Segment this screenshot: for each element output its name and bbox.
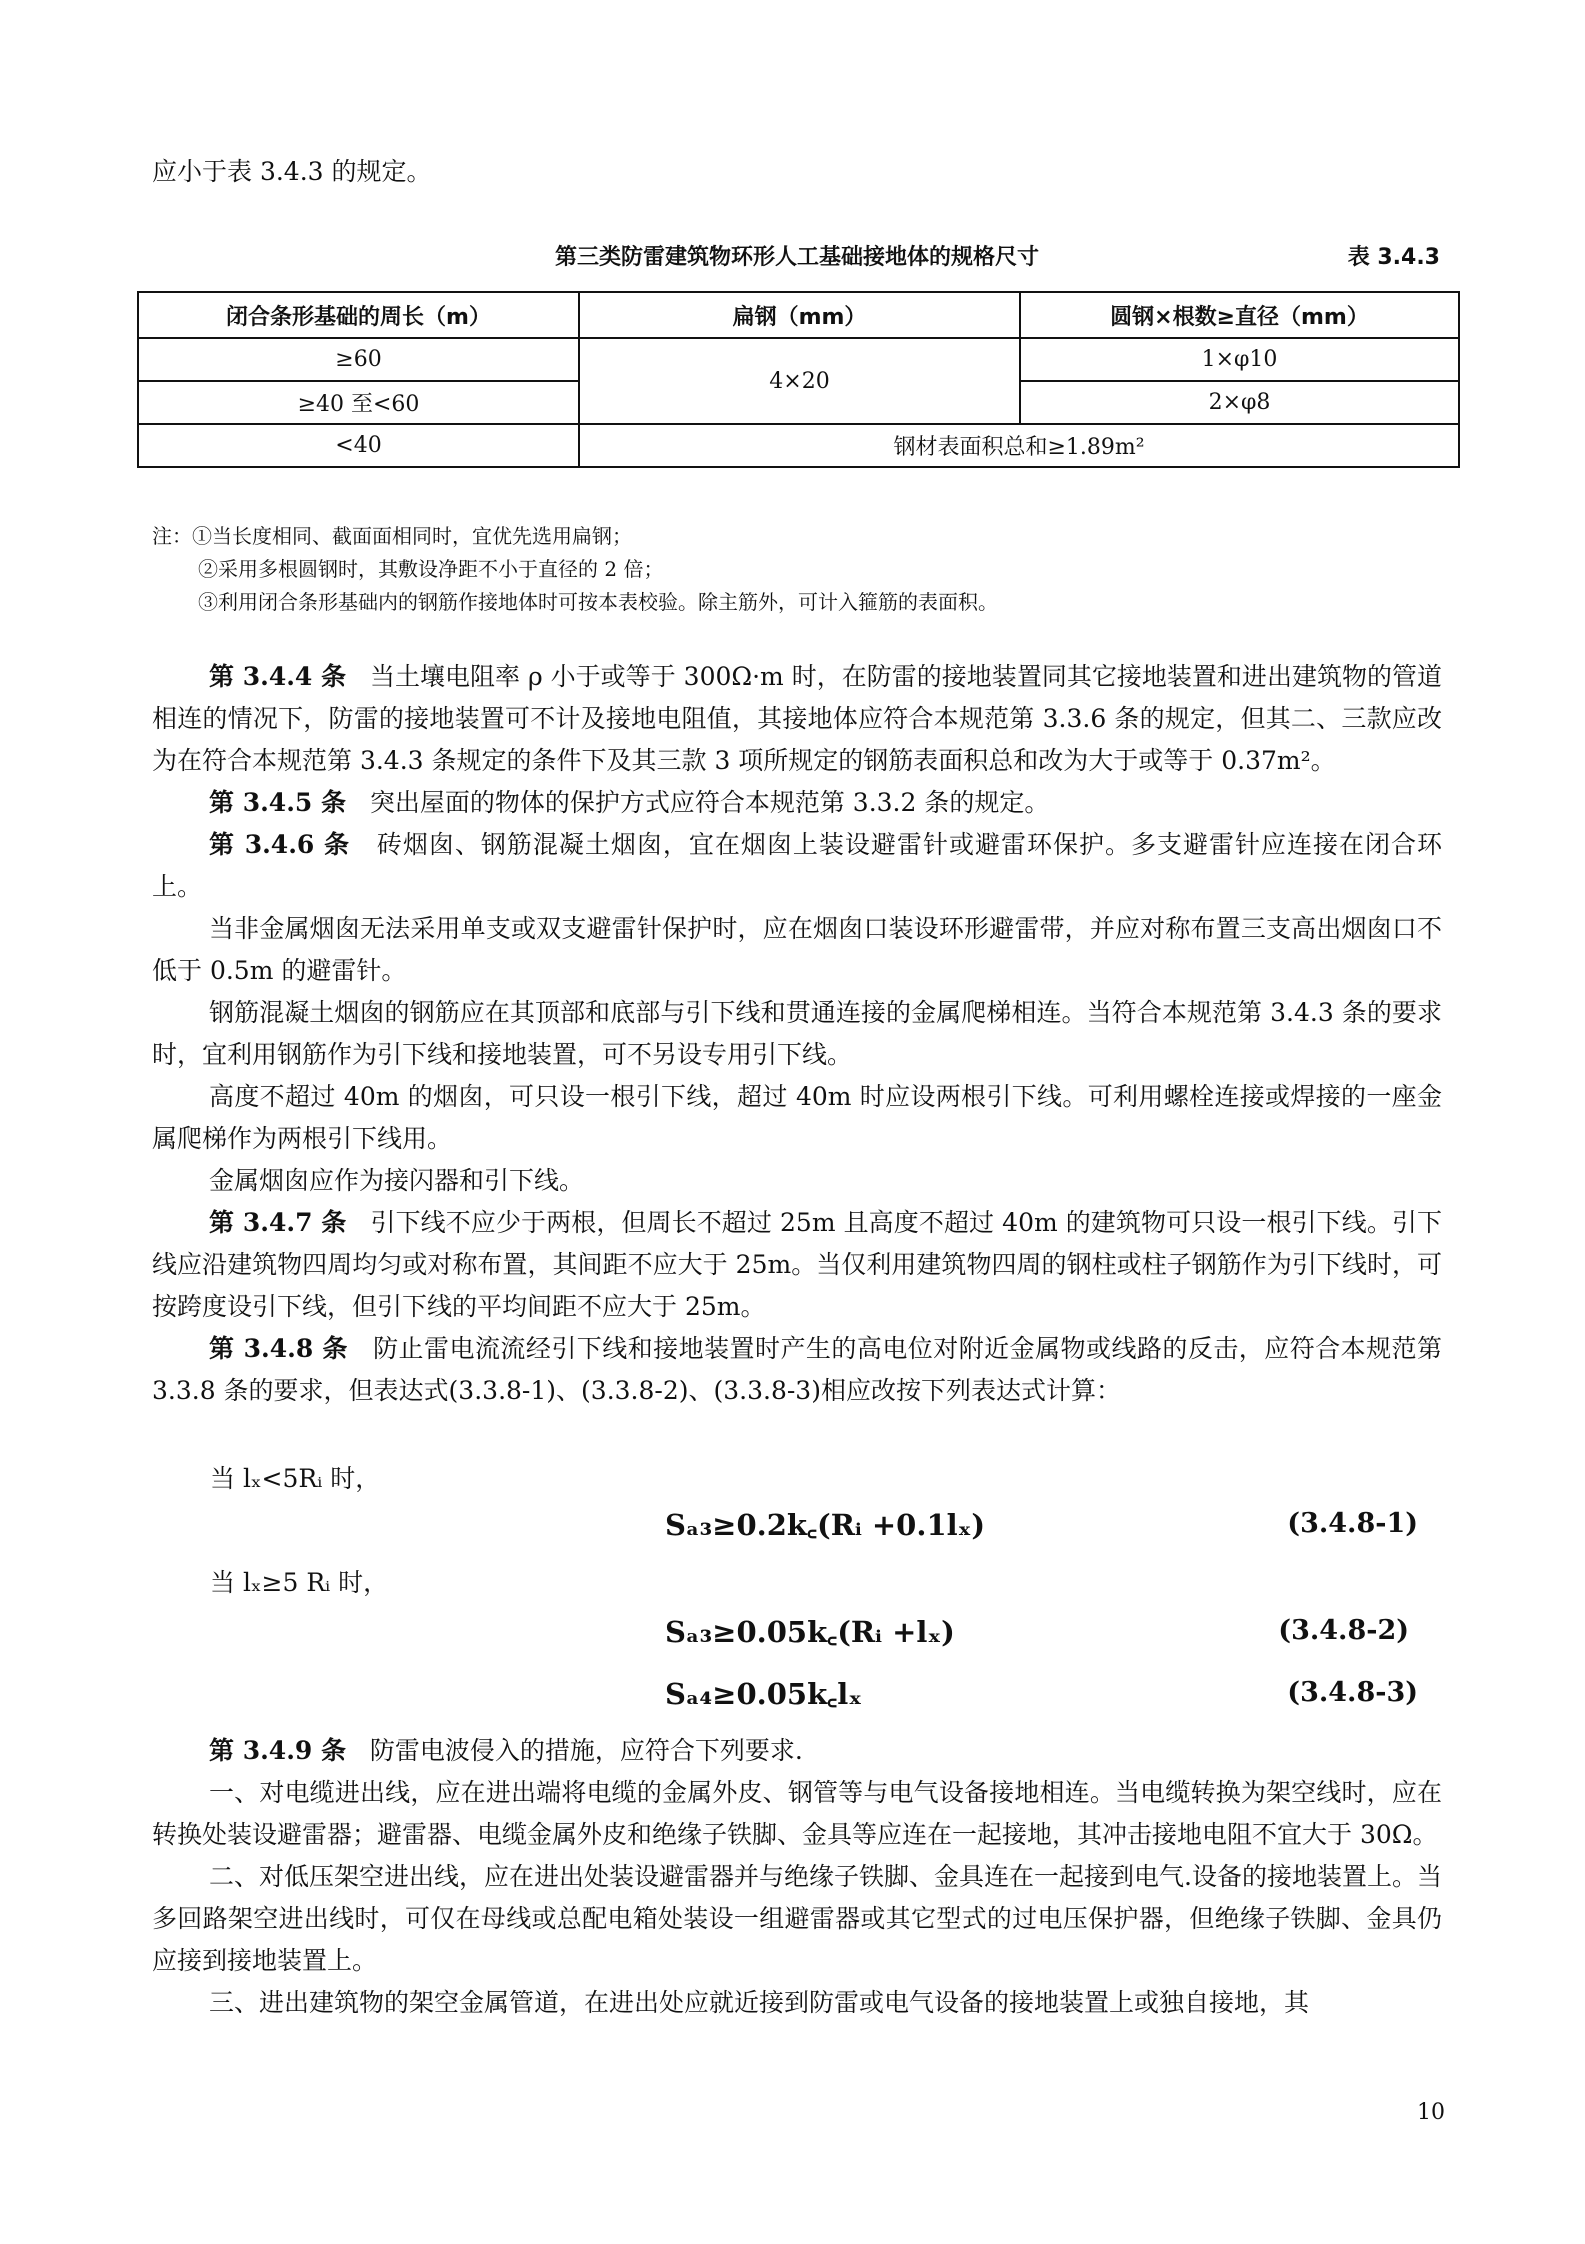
table-cell: <40 (138, 424, 579, 467)
page-number: 10 (1417, 2100, 1445, 2125)
table-cell-merged: 钢材表面积总和≥1.89m² (579, 424, 1459, 467)
table-cell: ≥60 (138, 338, 579, 381)
body-text-1 (152, 656, 1442, 1412)
table-row (138, 338, 1459, 381)
note-item: 注：①当长度相同、截面面相同时，宜优先选用扁钢； (152, 524, 632, 548)
table-header: 扁钢（mm） (579, 292, 1020, 338)
clause-3-4-7 (152, 1202, 1442, 1328)
clause-3-4-6 (152, 824, 1442, 908)
clause-3-4-5 (152, 782, 1442, 824)
paragraph: 金属烟囱应作为接闪器和引下线。 (209, 1166, 585, 1195)
clause-3-4-8 (152, 1328, 1442, 1412)
paragraph: 二、对低压架空进出线，应在进出处装设避雷器并与绝缘子铁脚、金具连在一起接到电气.设备的接地装置上。当多回路架空进出线时，可仅在母线或总配电箱处装设一组避雷器或其它型式的过电压保护器，但绝缘子铁脚、金具仍应接到接地装置上。 (152, 1862, 1442, 1975)
table-header-row (138, 292, 1459, 338)
formula: Sₐ₃≥0.05k꜀(Rᵢ +lₓ) (665, 1615, 955, 1649)
table-cell: ≥40 至<60 (138, 381, 579, 424)
equation-number: (3.4.8-1) (1287, 1508, 1418, 1539)
clause-label: 第 3.4.6 条 (209, 830, 351, 859)
table-number: 表 3.4.3 (1347, 245, 1440, 270)
table-notes (152, 520, 998, 619)
formula: Sₐ₄≥0.05k꜀lₓ (665, 1677, 863, 1711)
clause-3-4-9 (152, 1730, 1442, 1772)
clause-3-4-4 (152, 656, 1442, 782)
table-cell: 4×20 (579, 338, 1020, 424)
paragraph: 一、对电缆进出线，应在进出端将电缆的金属外皮、钢管等与电气设备接地相连。当电缆转换为架空线时，应在转换处装设避雷器；避雷器、电缆金属外皮和绝缘子铁脚、金具等应连在一起接地，其冲击接地电阻不宜大于 30Ω。 (152, 1778, 1442, 1849)
clause-label: 第 3.4.8 条 (209, 1334, 348, 1363)
note-item: ②采用多根圆钢时，其敷设净距不小于直径的 2 倍； (198, 557, 664, 581)
formula-condition: 当 lₓ≥5 Rᵢ 时， (210, 1568, 389, 1597)
clause-label: 第 3.4.7 条 (209, 1208, 347, 1237)
equation-number: (3.4.8-3) (1287, 1677, 1418, 1708)
table-title: 第三类防雷建筑物环形人工基础接地体的规格尺寸 (554, 245, 1039, 270)
formula-condition: 当 lₓ<5Rᵢ 时， (210, 1464, 381, 1493)
table-cell: 1×φ10 (1020, 338, 1459, 381)
note-item: ③利用闭合条形基础内的钢筋作接地体时可按本表校验。除主筋外，可计入箍筋的表面积。 (198, 590, 998, 614)
paragraph: 三、进出建筑物的架空金属管道，在进出处应就近接到防雷或电气设备的接地装置上或独自接地，其 (209, 1988, 1310, 2017)
table-header: 闭合条形基础的周长（m） (138, 292, 579, 338)
intro-line: 应小于表 3.4.3 的规定。 (152, 157, 432, 186)
body-text-2 (152, 1730, 1442, 2024)
table-row (138, 424, 1459, 467)
paragraph: 当非金属烟囱无法采用单支或双支避雷针保护时，应在烟囱口装设环形避雷带，并应对称布置三支高出烟囱口不低于 0.5m 的避雷针。 (152, 914, 1442, 985)
spec-table (137, 291, 1460, 468)
clause-text: 防止雷电流流经引下线和接地装置时产生的高电位对附近金属物或线路的反击，应符合本规范第 3.3.8 条的要求，但表达式(3.3.8-1)、(3.3.8-2)、(3.3.8-3)相应改按下列表达式计算： (152, 1334, 1443, 1405)
clause-label: 第 3.4.9 条 (209, 1736, 346, 1765)
equation-number: (3.4.8-2) (1278, 1615, 1409, 1646)
table-header: 圆钢×根数≥直径（mm） (1020, 292, 1459, 338)
clause-text: 当土壤电阻率 ρ 小于或等于 300Ω·m 时，在防雷的接地装置同其它接地装置和进出建筑物的管道相连的情况下，防雷的接地装置可不计及接地电阻值，其接地体应符合本规范第 3.3.6 条的规定，但其二、三款应改为在符合本规范第 3.4.3 条规定的条件下及其三款 3 项所规定的钢筋表面积总和改为大于或等于 0.37m²。 (152, 662, 1443, 775)
clause-label: 第 3.4.5 条 (209, 788, 346, 817)
paragraph: 钢筋混凝土烟囱的钢筋应在其顶部和底部与引下线和贯通连接的金属爬梯相连。当符合本规范第 3.4.3 条的要求时，宜利用钢筋作为引下线和接地装置，可不另设专用引下线。 (152, 998, 1442, 1069)
paragraph: 高度不超过 40m 的烟囱，可只设一根引下线，超过 40m 时应设两根引下线。可利用螺栓连接或焊接的一座金属爬梯作为两根引下线用。 (152, 1082, 1442, 1153)
clause-label: 第 3.4.4 条 (209, 662, 347, 691)
formula: Sₐ₃≥0.2k꜀(Rᵢ +0.1lₓ) (665, 1508, 986, 1542)
clause-text: 引下线不应少于两根，但周长不超过 25m 且高度不超过 40m 的建筑物可只设一根引下线。引下线应沿建筑物四周均匀或对称布置，其间距不应大于 25m。当仅利用建筑物四周的钢柱或柱子钢筋作为引下线时，可按跨度设引下线，但引下线的平均间距不应大于 25m。 (152, 1208, 1443, 1321)
clause-text: 砖烟囱、钢筋混凝土烟囱，宜在烟囱上装设避雷针或避雷环保护。多支避雷针应连接在闭合环上。 (152, 830, 1442, 901)
table-cell: 2×φ8 (1020, 381, 1459, 424)
clause-text: 突出屋面的物体的保护方式应符合本规范第 3.3.2 条的规定。 (369, 788, 1050, 817)
clause-text: 防雷电波侵入的措施，应符合下列要求. (369, 1736, 803, 1765)
